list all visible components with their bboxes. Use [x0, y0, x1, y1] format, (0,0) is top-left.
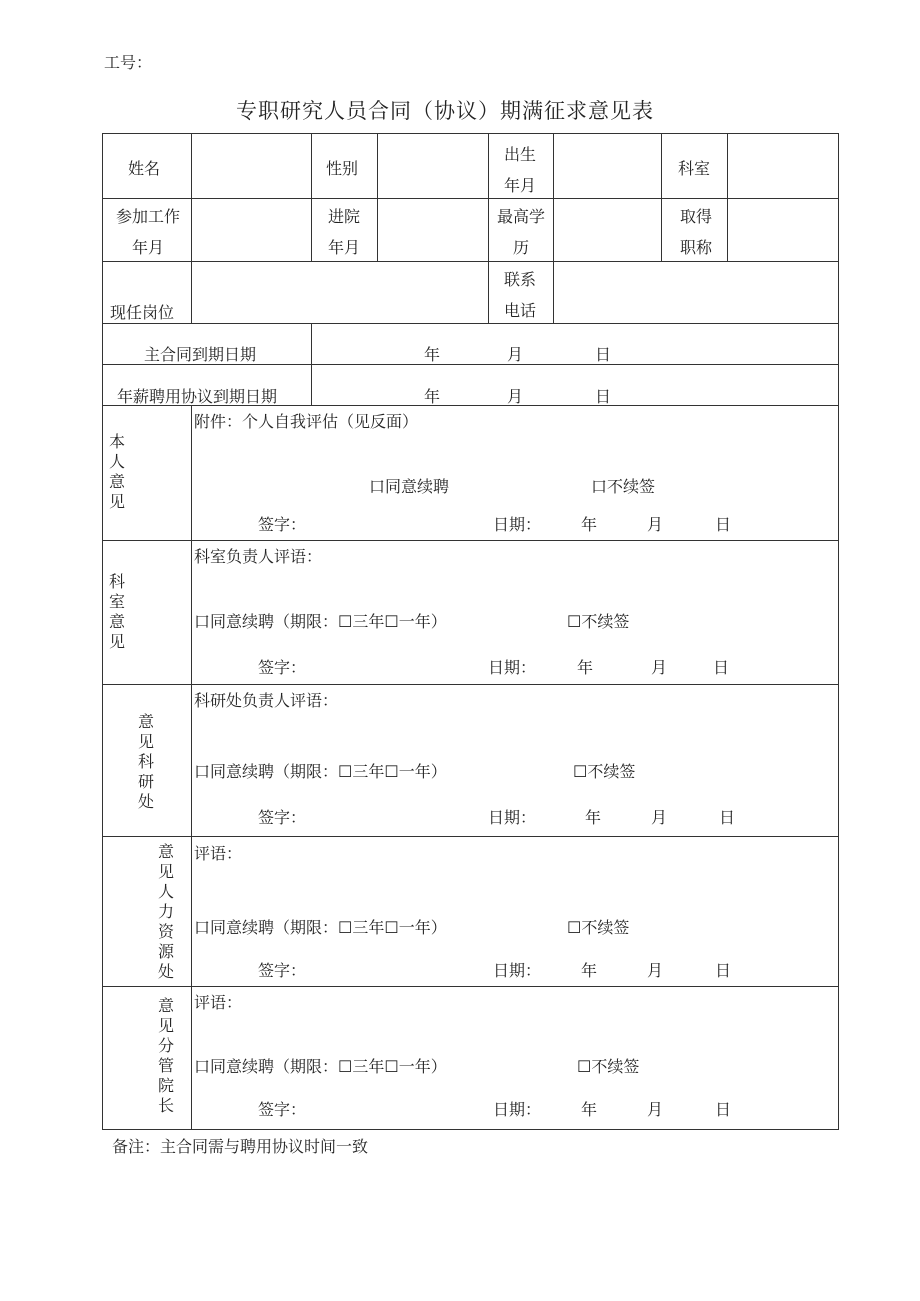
- dept-date-label: 日期：: [488, 658, 537, 677]
- footnote: 备注：主合同需与聘用协议时间一致: [112, 1137, 369, 1156]
- row-divider: [102, 684, 839, 685]
- hr-agree-option[interactable]: 口同意续聘（期限：☐三年☐一年）: [194, 918, 447, 937]
- dept-date-year: 年: [577, 658, 594, 677]
- section-label-hr: 意见人力资源处: [157, 842, 174, 981]
- hr-date-year: 年: [581, 961, 598, 980]
- section-label-self: 本人意见: [108, 432, 125, 511]
- label-join-date: 进院 年月: [327, 207, 360, 257]
- research-signature-label: 签字：: [258, 808, 307, 827]
- label-position: 现任岗位: [110, 303, 175, 322]
- section-label-department: 科室意见: [108, 572, 125, 651]
- col-divider: [727, 133, 728, 261]
- label-salary-agreement-expiry: 年薪聘用协议到期日期: [117, 387, 278, 406]
- vp-comment-label: 评语：: [194, 993, 243, 1012]
- hr-signature-label: 签字：: [258, 961, 307, 980]
- col-divider: [377, 133, 378, 261]
- research-agree-option[interactable]: 口同意续聘（期限：☐三年☐一年）: [194, 762, 447, 781]
- vp-date-month: 月: [647, 1100, 664, 1119]
- research-date-year: 年: [585, 808, 602, 827]
- dept-date-day: 日: [713, 658, 730, 677]
- label-work-start: 参加工作 年月: [115, 207, 180, 257]
- self-disagree-checkbox[interactable]: 口不续签: [591, 477, 656, 496]
- row-divider: [102, 323, 839, 324]
- col-divider: [661, 133, 662, 261]
- self-date-label: 日期：: [493, 515, 542, 534]
- dept-comment-label: 科室负责人评语：: [194, 547, 323, 566]
- research-date-label: 日期：: [488, 808, 537, 827]
- row-divider: [102, 540, 839, 541]
- hr-date-day: 日: [715, 961, 732, 980]
- research-comment-label: 科研处负责人评语：: [194, 691, 339, 710]
- vp-date-day: 日: [715, 1100, 732, 1119]
- vp-signature-label: 签字：: [258, 1100, 307, 1119]
- main-contract-day: 日: [595, 345, 612, 364]
- self-signature-label: 签字：: [258, 515, 307, 534]
- label-name: 姓名: [128, 159, 161, 178]
- salary-agreement-year: 年: [424, 387, 441, 406]
- self-attachment-note: 附件：个人自我评估（见反面）: [194, 412, 419, 431]
- label-phone: 联系 电话: [503, 270, 536, 320]
- col-divider: [488, 133, 489, 324]
- hr-disagree-checkbox[interactable]: ☐不续签: [567, 918, 630, 937]
- salary-agreement-month: 月: [507, 387, 524, 406]
- dept-signature-label: 签字：: [258, 658, 307, 677]
- research-date-day: 日: [719, 808, 736, 827]
- label-gender: 性别: [326, 159, 359, 178]
- dept-agree-option[interactable]: 口同意续聘（期限：☐三年☐一年）: [194, 612, 447, 631]
- label-professional-title: 取得 职称: [679, 207, 712, 257]
- row-divider: [102, 986, 839, 987]
- label-birth: 出生 年月: [503, 145, 536, 195]
- dept-disagree-checkbox[interactable]: ☐不续签: [567, 612, 630, 631]
- table-border-bottom: [102, 1129, 839, 1130]
- label-main-contract-expiry: 主合同到期日期: [144, 345, 257, 364]
- hr-comment-label: 评语：: [194, 844, 243, 863]
- col-divider: [553, 133, 554, 324]
- table-border-left: [102, 133, 103, 1130]
- self-date-day: 日: [715, 515, 732, 534]
- table-border-right: [838, 133, 839, 1130]
- vp-agree-option[interactable]: 口同意续聘（期限：☐三年☐一年）: [194, 1057, 447, 1076]
- col-divider: [191, 133, 192, 324]
- employee-number-label: 工号：: [104, 53, 153, 72]
- col-divider: [311, 323, 312, 405]
- research-disagree-checkbox[interactable]: ☐不续签: [573, 762, 636, 781]
- research-date-month: 月: [651, 808, 668, 827]
- self-agree-checkbox[interactable]: 口同意续聘: [369, 477, 450, 496]
- vp-date-year: 年: [581, 1100, 598, 1119]
- col-divider: [311, 133, 312, 261]
- table-border-top: [102, 133, 839, 134]
- hr-date-month: 月: [647, 961, 664, 980]
- vp-disagree-checkbox[interactable]: ☐不续签: [577, 1057, 640, 1076]
- salary-agreement-day: 日: [595, 387, 612, 406]
- section-label-vice-president: 意见分管院长: [157, 996, 174, 1115]
- form-title: 专职研究人员合同（协议）期满征求意见表: [236, 99, 654, 123]
- hr-date-label: 日期：: [493, 961, 542, 980]
- row-divider: [102, 836, 839, 837]
- row-divider: [102, 261, 839, 262]
- section-label-research-office: 意见科研处: [137, 712, 154, 811]
- row-divider: [102, 198, 839, 199]
- dept-date-month: 月: [651, 658, 668, 677]
- vp-date-label: 日期：: [493, 1100, 542, 1119]
- self-date-month: 月: [647, 515, 664, 534]
- label-education: 最高学 历: [496, 207, 545, 257]
- main-contract-month: 月: [507, 345, 524, 364]
- main-contract-year: 年: [424, 345, 441, 364]
- label-department: 科室: [678, 159, 711, 178]
- self-date-year: 年: [581, 515, 598, 534]
- col-divider: [191, 405, 192, 1130]
